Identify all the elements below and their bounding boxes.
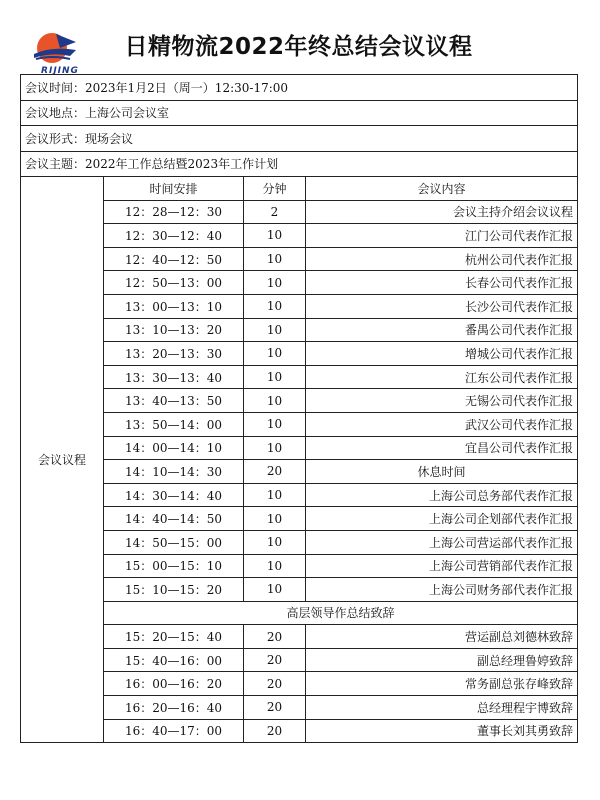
info-row-place xyxy=(21,100,578,126)
table-row xyxy=(21,365,578,389)
agenda-minutes: 10 xyxy=(244,342,306,366)
agenda-minutes: 20 xyxy=(244,696,306,720)
agenda-time: 16：40—17：00 xyxy=(104,719,244,743)
table-row xyxy=(21,507,578,531)
page-title: 日精物流2022年终总结会议议程 xyxy=(124,34,473,60)
agenda-content: 增城公司代表作汇报 xyxy=(306,342,578,366)
table-row xyxy=(21,436,578,460)
agenda-content: 上海公司营运部代表作汇报 xyxy=(306,530,578,554)
agenda-minutes: 10 xyxy=(244,247,306,271)
agenda-minutes: 10 xyxy=(244,224,306,248)
meeting-time: 会议时间：2023年1月2日（周一）12:30-17:00 xyxy=(21,75,578,101)
agenda-time: 15：10—15：20 xyxy=(104,578,244,602)
agenda-header-row xyxy=(21,177,578,201)
agenda-time: 14：50—15：00 xyxy=(104,530,244,554)
agenda-time: 14：00—14：10 xyxy=(104,436,244,460)
section-row xyxy=(21,601,578,625)
agenda-content: 番禺公司代表作汇报 xyxy=(306,318,578,342)
agenda-minutes: 10 xyxy=(244,389,306,413)
table-row xyxy=(21,483,578,507)
agenda-time: 15：00—15：10 xyxy=(104,554,244,578)
table-row xyxy=(21,719,578,743)
meeting-format: 会议形式：现场会议 xyxy=(21,126,578,152)
document-header xyxy=(20,22,577,74)
agenda-content: 上海公司财务部代表作汇报 xyxy=(306,578,578,602)
agenda-content: 董事长刘其勇致辞 xyxy=(306,719,578,743)
agenda-content: 休息时间 xyxy=(306,460,578,484)
agenda-minutes: 20 xyxy=(244,672,306,696)
agenda-minutes: 10 xyxy=(244,554,306,578)
table-row xyxy=(21,224,578,248)
agenda-minutes: 20 xyxy=(244,719,306,743)
agenda-minutes: 10 xyxy=(244,578,306,602)
agenda-time: 13：40—13：50 xyxy=(104,389,244,413)
agenda-content: 上海公司营销部代表作汇报 xyxy=(306,554,578,578)
table-row xyxy=(21,578,578,602)
table-row xyxy=(21,672,578,696)
agenda-minutes: 10 xyxy=(244,436,306,460)
agenda-minutes: 10 xyxy=(244,294,306,318)
agenda-time: 13：00—13：10 xyxy=(104,294,244,318)
agenda-time: 12：40—12：50 xyxy=(104,247,244,271)
table-row xyxy=(21,648,578,672)
logo-text: RIJING xyxy=(41,66,79,76)
agenda-time: 16：20—16：40 xyxy=(104,696,244,720)
info-row-theme xyxy=(21,151,578,177)
meeting-theme: 会议主题：2022年工作总结暨2023年工作计划 xyxy=(21,151,578,177)
agenda-content: 常务副总张存峰致辞 xyxy=(306,672,578,696)
agenda-content: 江东公司代表作汇报 xyxy=(306,365,578,389)
agenda-content: 宜昌公司代表作汇报 xyxy=(306,436,578,460)
column-header-content: 会议内容 xyxy=(306,177,578,201)
agenda-minutes: 10 xyxy=(244,365,306,389)
table-row xyxy=(21,342,578,366)
agenda-minutes: 20 xyxy=(244,625,306,649)
info-row-time xyxy=(21,75,578,101)
agenda-time: 13：30—13：40 xyxy=(104,365,244,389)
agenda-content: 总经理程宇博致辞 xyxy=(306,696,578,720)
agenda-time: 12：30—12：40 xyxy=(104,224,244,248)
agenda-time: 14：30—14：40 xyxy=(104,483,244,507)
table-row xyxy=(21,318,578,342)
agenda-time: 16：00—16：20 xyxy=(104,672,244,696)
agenda-time: 12：50—13：00 xyxy=(104,271,244,295)
agenda-minutes: 10 xyxy=(244,507,306,531)
table-row xyxy=(21,271,578,295)
agenda-minutes: 10 xyxy=(244,412,306,436)
table-row xyxy=(21,200,578,224)
agenda-content: 营运副总刘德林致辞 xyxy=(306,625,578,649)
agenda-minutes: 20 xyxy=(244,460,306,484)
agenda-time: 15：20—15：40 xyxy=(104,625,244,649)
agenda-content: 上海公司企划部代表作汇报 xyxy=(306,507,578,531)
agenda-time: 14：10—14：30 xyxy=(104,460,244,484)
agenda-content: 杭州公司代表作汇报 xyxy=(306,247,578,271)
meeting-place: 会议地点：上海公司会议室 xyxy=(21,100,578,126)
agenda-minutes: 10 xyxy=(244,318,306,342)
table-row xyxy=(21,530,578,554)
agenda-label: 会议议程 xyxy=(21,177,104,743)
agenda-content: 上海公司总务部代表作汇报 xyxy=(306,483,578,507)
section-title: 高层领导作总结致辞 xyxy=(104,601,578,625)
agenda-content: 长沙公司代表作汇报 xyxy=(306,294,578,318)
agenda-time: 13：10—13：20 xyxy=(104,318,244,342)
table-row xyxy=(21,460,578,484)
agenda-content: 江门公司代表作汇报 xyxy=(306,224,578,248)
table-row xyxy=(21,294,578,318)
agenda-content: 会议主持介绍会议议程 xyxy=(306,200,578,224)
table-row xyxy=(21,412,578,436)
column-header-time: 时间安排 xyxy=(104,177,244,201)
agenda-content: 武汉公司代表作汇报 xyxy=(306,412,578,436)
agenda-time: 12：28—12：30 xyxy=(104,200,244,224)
agenda-time: 14：40—14：50 xyxy=(104,507,244,531)
agenda-time: 13：20—13：30 xyxy=(104,342,244,366)
agenda-table xyxy=(20,74,578,743)
agenda-minutes: 10 xyxy=(244,271,306,295)
agenda-content: 无锡公司代表作汇报 xyxy=(306,389,578,413)
agenda-minutes: 20 xyxy=(244,648,306,672)
agenda-minutes: 2 xyxy=(244,200,306,224)
agenda-time: 13：50—14：00 xyxy=(104,412,244,436)
agenda-content: 长春公司代表作汇报 xyxy=(306,271,578,295)
table-row xyxy=(21,696,578,720)
agenda-content: 副总经理鲁婷致辞 xyxy=(306,648,578,672)
table-row xyxy=(21,554,578,578)
info-row-format xyxy=(21,126,578,152)
column-header-minutes: 分钟 xyxy=(244,177,306,201)
table-row xyxy=(21,625,578,649)
table-row xyxy=(21,389,578,413)
agenda-minutes: 10 xyxy=(244,483,306,507)
agenda-time: 15：40—16：00 xyxy=(104,648,244,672)
agenda-minutes: 10 xyxy=(244,530,306,554)
table-row xyxy=(21,247,578,271)
